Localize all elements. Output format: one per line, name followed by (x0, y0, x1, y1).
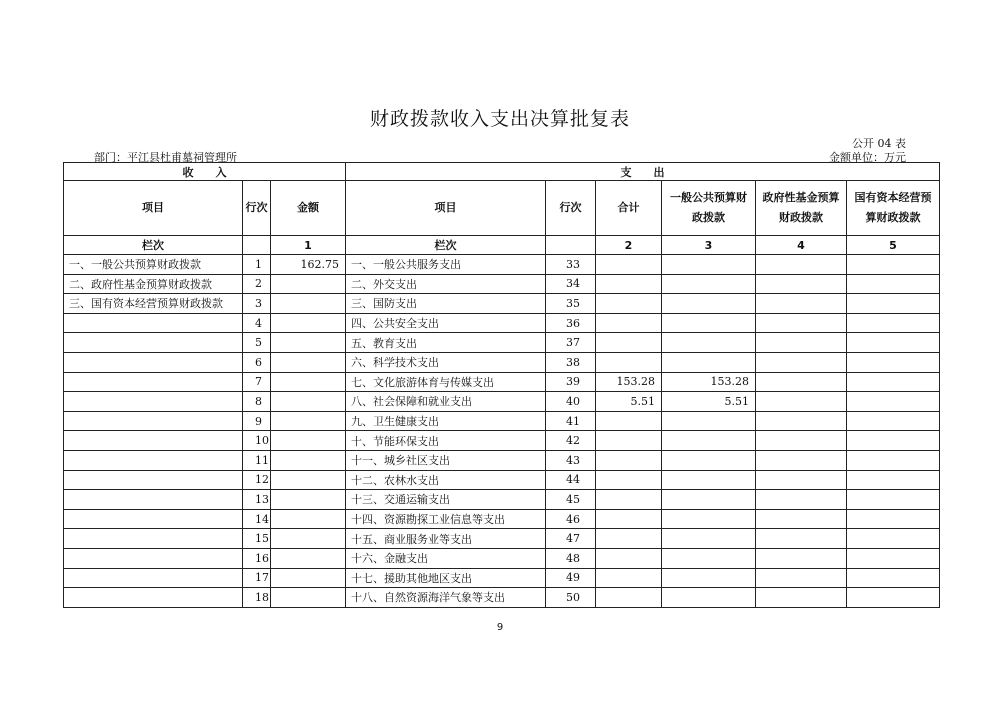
expense-item-cell: 七、文化旅游体育与传媒支出 (346, 372, 546, 392)
table-row (64, 490, 940, 510)
income-line-cell: 15 (243, 529, 271, 549)
general-budget-cell (662, 490, 756, 510)
state-capital-cell (847, 470, 940, 490)
expense-line-cell: 48 (546, 548, 596, 568)
general-budget-cell (662, 255, 756, 275)
income-amount-cell (271, 333, 346, 353)
state-capital-cell (847, 255, 940, 275)
expense-line-cell: 45 (546, 490, 596, 510)
table-row (64, 548, 940, 568)
total-cell (596, 490, 662, 510)
table-row (64, 255, 940, 275)
income-amount-cell (271, 509, 346, 529)
state-capital-cell (847, 548, 940, 568)
income-line-cell: 9 (243, 411, 271, 431)
income-amount-cell (271, 431, 346, 451)
income-line-cell: 4 (243, 313, 271, 333)
gov-fund-cell (756, 411, 847, 431)
total-cell (596, 529, 662, 549)
total-cell (596, 568, 662, 588)
col-income-line: 行次 (243, 181, 271, 236)
income-line-cell: 7 (243, 372, 271, 392)
gov-fund-cell (756, 333, 847, 353)
income-section-header: 收 入 (64, 163, 346, 181)
income-line-cell: 1 (243, 255, 271, 275)
table-row (64, 392, 940, 412)
income-line-cell: 13 (243, 490, 271, 510)
gov-fund-cell (756, 529, 847, 549)
total-cell (596, 274, 662, 294)
table-row (64, 568, 940, 588)
income-amount-cell (271, 352, 346, 372)
income-item-cell (64, 392, 243, 412)
income-line-cell: 3 (243, 294, 271, 314)
general-budget-cell (662, 450, 756, 470)
income-item-cell (64, 490, 243, 510)
table-row (64, 470, 940, 490)
state-capital-cell (847, 588, 940, 608)
expense-item-cell: 十二、农林水支出 (346, 470, 546, 490)
gov-fund-cell (756, 431, 847, 451)
table-row (64, 431, 940, 451)
income-item-cell (64, 333, 243, 353)
income-item-cell (64, 450, 243, 470)
expense-line-cell: 43 (546, 450, 596, 470)
income-line-cell: 10 (243, 431, 271, 451)
col-total: 合计 (596, 181, 662, 236)
state-capital-cell (847, 313, 940, 333)
expense-item-cell: 十八、自然资源海洋气象等支出 (346, 588, 546, 608)
income-line-cell: 12 (243, 470, 271, 490)
col-income-item: 项目 (64, 181, 243, 236)
expense-item-cell: 十五、商业服务业等支出 (346, 529, 546, 549)
income-amount-cell (271, 490, 346, 510)
income-amount-cell: 162.75 (271, 255, 346, 275)
state-capital-cell (847, 509, 940, 529)
total-cell (596, 333, 662, 353)
expense-line-cell: 41 (546, 411, 596, 431)
expense-item-cell: 二、外交支出 (346, 274, 546, 294)
total-cell (596, 588, 662, 608)
expense-item-cell: 十三、交通运输支出 (346, 490, 546, 510)
state-capital-cell (847, 333, 940, 353)
income-line-cell: 14 (243, 509, 271, 529)
income-line-cell: 8 (243, 392, 271, 412)
gov-fund-cell (756, 372, 847, 392)
income-item-cell (64, 548, 243, 568)
total-cell (596, 431, 662, 451)
general-budget-cell (662, 313, 756, 333)
state-capital-cell (847, 392, 940, 412)
total-cell (596, 294, 662, 314)
lanci-1: 1 (271, 236, 346, 255)
income-item-cell (64, 509, 243, 529)
income-amount-cell (271, 372, 346, 392)
lanci-label-income: 栏次 (64, 236, 243, 255)
gov-fund-cell (756, 274, 847, 294)
gov-fund-cell (756, 313, 847, 333)
table-row (64, 294, 940, 314)
col-state-capital: 国有资本经营预算财政拨款 (847, 181, 940, 236)
income-amount-cell (271, 294, 346, 314)
general-budget-cell: 5.51 (662, 392, 756, 412)
income-line-cell: 2 (243, 274, 271, 294)
general-budget-cell: 153.28 (662, 372, 756, 392)
expense-line-cell: 36 (546, 313, 596, 333)
table-row (64, 509, 940, 529)
general-budget-cell (662, 568, 756, 588)
income-item-cell (64, 529, 243, 549)
expense-item-cell: 十四、资源勘探工业信息等支出 (346, 509, 546, 529)
gov-fund-cell (756, 548, 847, 568)
general-budget-cell (662, 274, 756, 294)
gov-fund-cell (756, 588, 847, 608)
table-row (64, 450, 940, 470)
lanci-blank-2 (546, 236, 596, 255)
income-line-cell: 16 (243, 548, 271, 568)
gov-fund-cell (756, 490, 847, 510)
expense-item-cell: 五、教育支出 (346, 333, 546, 353)
gov-fund-cell (756, 470, 847, 490)
page-number: 9 (496, 622, 504, 633)
state-capital-cell (847, 431, 940, 451)
table-row (64, 274, 940, 294)
col-expense-line: 行次 (546, 181, 596, 236)
income-item-cell (64, 372, 243, 392)
total-cell (596, 548, 662, 568)
expense-line-cell: 44 (546, 470, 596, 490)
expense-line-cell: 34 (546, 274, 596, 294)
table-row (64, 411, 940, 431)
general-budget-cell (662, 431, 756, 451)
expense-item-cell: 八、社会保障和就业支出 (346, 392, 546, 412)
general-budget-cell (662, 529, 756, 549)
col-general-budget: 一般公共预算财政拨款 (662, 181, 756, 236)
expense-item-cell: 三、国防支出 (346, 294, 546, 314)
income-line-cell: 5 (243, 333, 271, 353)
expense-item-cell: 十、节能环保支出 (346, 431, 546, 451)
total-cell (596, 450, 662, 470)
lanci-4: 4 (756, 236, 847, 255)
total-cell (596, 352, 662, 372)
income-amount-cell (271, 588, 346, 608)
table-row (64, 588, 940, 608)
expense-line-cell: 40 (546, 392, 596, 412)
total-cell (596, 255, 662, 275)
total-cell (596, 470, 662, 490)
total-cell (596, 509, 662, 529)
income-amount-cell (271, 274, 346, 294)
expense-item-cell: 十六、金融支出 (346, 548, 546, 568)
total-cell (596, 411, 662, 431)
gov-fund-cell (756, 450, 847, 470)
col-expense-item: 项目 (346, 181, 546, 236)
lanci-3: 3 (662, 236, 756, 255)
gov-fund-cell (756, 568, 847, 588)
general-budget-cell (662, 333, 756, 353)
gov-fund-cell (756, 352, 847, 372)
expense-line-cell: 39 (546, 372, 596, 392)
state-capital-cell (847, 372, 940, 392)
expense-item-cell: 四、公共安全支出 (346, 313, 546, 333)
expense-item-cell: 十七、援助其他地区支出 (346, 568, 546, 588)
expense-item-cell: 九、卫生健康支出 (346, 411, 546, 431)
lanci-label-expense: 栏次 (346, 236, 546, 255)
state-capital-cell (847, 529, 940, 549)
income-amount-cell (271, 411, 346, 431)
expense-item-cell: 一、一般公共服务支出 (346, 255, 546, 275)
amount-unit-label: 金额单位：万元 (829, 151, 906, 164)
income-amount-cell (271, 568, 346, 588)
expense-line-cell: 35 (546, 294, 596, 314)
expense-line-cell: 46 (546, 509, 596, 529)
lanci-2: 2 (596, 236, 662, 255)
income-line-cell: 6 (243, 352, 271, 372)
income-line-cell: 18 (243, 588, 271, 608)
total-cell: 153.28 (596, 372, 662, 392)
expense-line-cell: 42 (546, 431, 596, 451)
state-capital-cell (847, 274, 940, 294)
income-item-cell (64, 470, 243, 490)
expense-line-cell: 49 (546, 568, 596, 588)
general-budget-cell (662, 411, 756, 431)
col-gov-fund: 政府性基金预算财政拨款 (756, 181, 847, 236)
gov-fund-cell (756, 392, 847, 412)
state-capital-cell (847, 490, 940, 510)
table-code: 公开 04 表 (852, 137, 906, 150)
general-budget-cell (662, 352, 756, 372)
expense-section-header: 支 出 (346, 163, 940, 181)
income-item-cell: 一、一般公共预算财政拨款 (64, 255, 243, 275)
income-amount-cell (271, 470, 346, 490)
lanci-blank (243, 236, 271, 255)
general-budget-cell (662, 548, 756, 568)
total-cell (596, 313, 662, 333)
report-title: 财政拨款收入支出决算批复表 (369, 108, 630, 130)
income-item-cell (64, 568, 243, 588)
lanci-5: 5 (847, 236, 940, 255)
state-capital-cell (847, 352, 940, 372)
income-item-cell (64, 313, 243, 333)
income-line-cell: 17 (243, 568, 271, 588)
expense-item-cell: 六、科学技术支出 (346, 352, 546, 372)
total-cell: 5.51 (596, 392, 662, 412)
expense-line-cell: 47 (546, 529, 596, 549)
state-capital-cell (847, 568, 940, 588)
table-row (64, 529, 940, 549)
expense-line-cell: 38 (546, 352, 596, 372)
general-budget-cell (662, 470, 756, 490)
state-capital-cell (847, 411, 940, 431)
expense-item-cell: 十一、城乡社区支出 (346, 450, 546, 470)
gov-fund-cell (756, 255, 847, 275)
gov-fund-cell (756, 294, 847, 314)
income-amount-cell (271, 529, 346, 549)
income-item-cell (64, 352, 243, 372)
gov-fund-cell (756, 509, 847, 529)
table-row (64, 352, 940, 372)
general-budget-cell (662, 509, 756, 529)
income-amount-cell (271, 548, 346, 568)
income-item-cell (64, 588, 243, 608)
state-capital-cell (847, 294, 940, 314)
income-item-cell (64, 431, 243, 451)
expense-line-cell: 33 (546, 255, 596, 275)
appropriation-table (63, 162, 940, 608)
income-item-cell: 三、国有资本经营预算财政拨款 (64, 294, 243, 314)
table-row (64, 372, 940, 392)
table-row (64, 313, 940, 333)
income-amount-cell (271, 313, 346, 333)
expense-line-cell: 50 (546, 588, 596, 608)
general-budget-cell (662, 588, 756, 608)
income-item-cell: 二、政府性基金预算财政拨款 (64, 274, 243, 294)
table-row (64, 333, 940, 353)
col-amount: 金额 (271, 181, 346, 236)
income-item-cell (64, 411, 243, 431)
state-capital-cell (847, 450, 940, 470)
income-amount-cell (271, 392, 346, 412)
expense-line-cell: 37 (546, 333, 596, 353)
income-line-cell: 11 (243, 450, 271, 470)
income-amount-cell (271, 450, 346, 470)
general-budget-cell (662, 294, 756, 314)
department-label: 部门：平江县杜甫墓祠管理所 (94, 151, 237, 164)
